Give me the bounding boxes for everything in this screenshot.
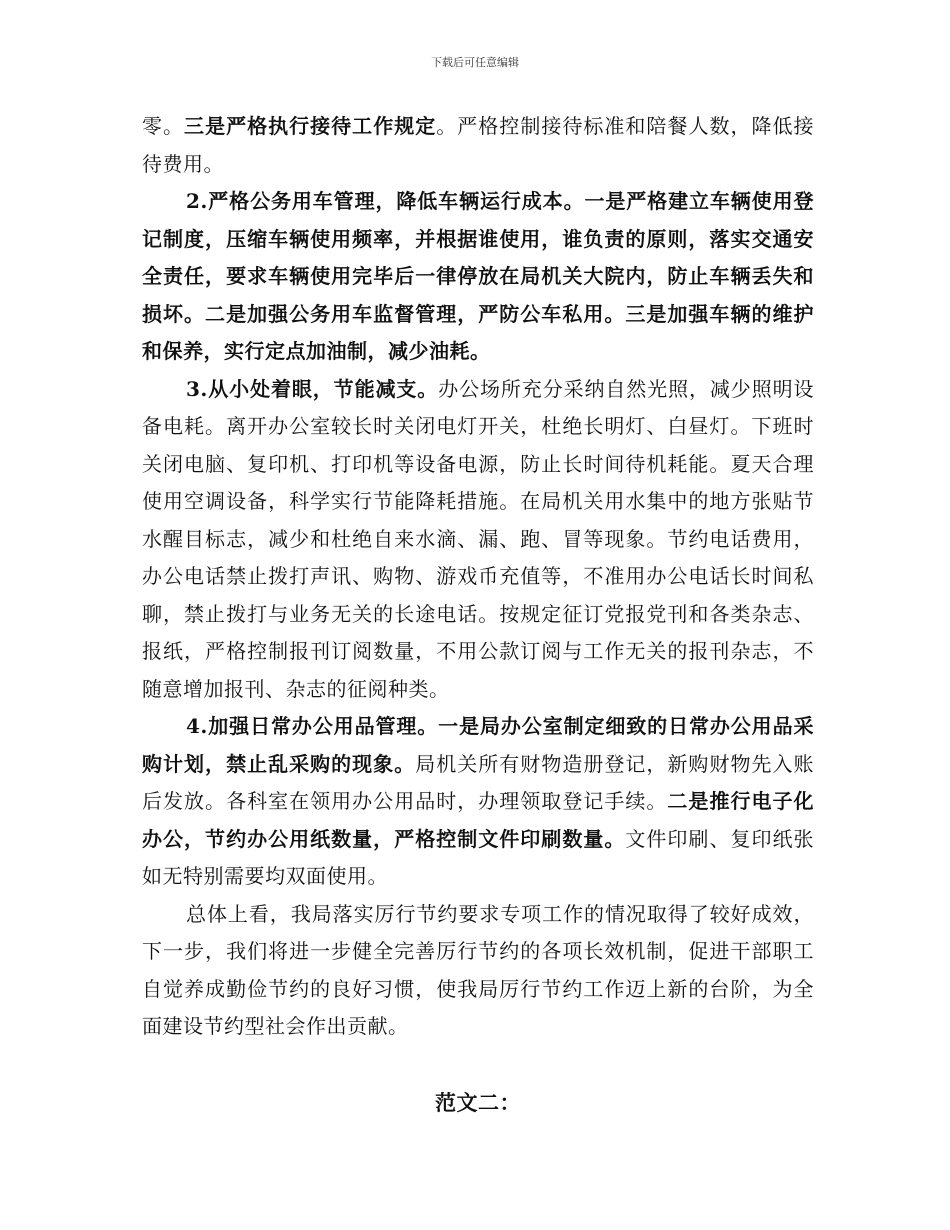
paragraph (142, 708, 814, 896)
text-run: 办公场所充分采纳自然光照，减少照明设备电耗。离开办公室较长时关闭电灯开关，杜绝长明灯、白昼灯。下班时关闭电脑、复印机、打印机等设备电源，防止长时间待机耗能。夏天合理使用空调设备，科学实行节能降耗措施。在局机关用水集中的地方张贴节水醒目标志，减少和杜绝自来水滴、漏、跑、冒等现象。节约电话费用，办公电话禁止拨打声讯、购物、游戏币充值等，不准用办公电话长时间私聊，禁止拨打与业务无关的长途电话。按规定征订党报党刊和各类杂志、报纸，严格控制报刊订阅数量，不用公款订阅与工作无关的报刊杂志，不随意增加报刊、杂志的征阅种类。 (142, 376, 814, 701)
text-run: 文件印刷、复印纸张如无特别需要均双面使用。 (142, 826, 815, 888)
text-run-bold: 二是推行电子化办公，节约办公用纸数量，严格控制文件印刷数量。 (142, 789, 815, 851)
text-run-bold: 2.严格公务用车管理，降低车辆运行成本。一是严格建立车辆使用登记制度，压缩车辆使用频率，并根据谁使用，谁负责的原则，落实交通安全责任，要求车辆使用完毕后一律停放在局机关大院内，防止车辆丢失和损坏。二是加强公务用车监督管理，严防公车私用。三是加强车辆的维护和保养，实行定点加油制，减少油耗。 (142, 189, 814, 363)
page-header: 下载后可任意编辑 (431, 56, 519, 69)
document-body (142, 108, 814, 1121)
paragraph (142, 183, 814, 371)
text-run-bold: 3.从小处着眼，节能减支。 (186, 376, 439, 401)
text-run: 零。 (142, 114, 185, 138)
text-run-bold: 三是严格执行接待工作规定 (184, 114, 437, 138)
text-run: 总体上看，我局落实厉行节约要求专项工作的情况取得了较好成效，下一步，我们将进一步健全完善厉行节约的各项长效机制，促进干部职工自觉养成勤俭节约的良好习惯，使我局厉行节约工作迈上新的台阶，为全面建设节约型社会作出贡献。 (142, 901, 814, 1038)
paragraph (142, 896, 814, 1046)
text-run: 。严格控制接待标准和陪餐人数，降低接待费用。 (142, 114, 815, 176)
paragraph (142, 371, 814, 709)
text-run-bold: 4.加强日常办公用品管理。一是局办公室制定细致的日常办公用品采购计划，禁止乱采购的现象。 (142, 714, 814, 776)
section-heading: 范文二： (435, 1089, 521, 1115)
text-run: 局机关所有财物造册登记，新购财物先入账后发放。各科室在领用办公用品时，办理领取登记手续。 (142, 751, 815, 813)
paragraph (142, 108, 814, 183)
